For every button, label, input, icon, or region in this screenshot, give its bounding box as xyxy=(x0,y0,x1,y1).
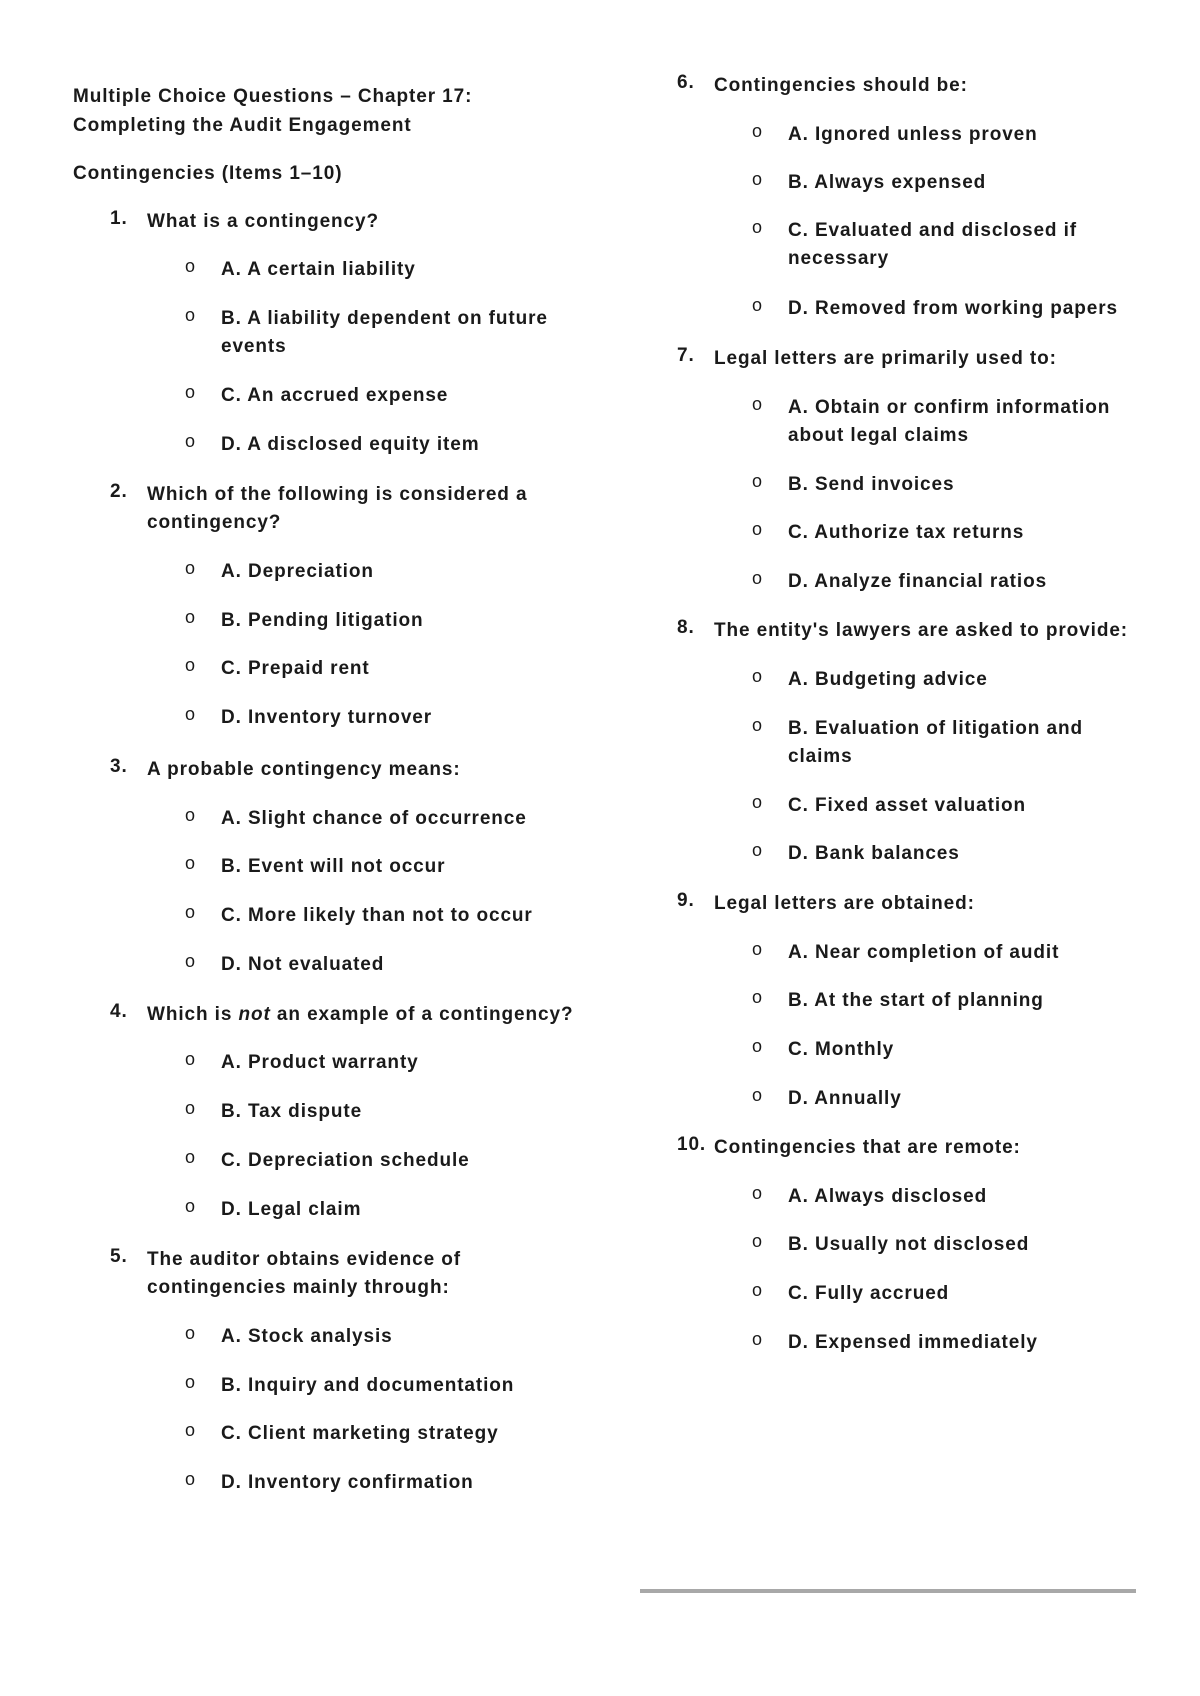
option-text: A. A certain liability xyxy=(221,259,416,280)
question-text-part: Which is xyxy=(147,1004,239,1025)
bullet-icon: o xyxy=(185,853,196,873)
question-number: 1. xyxy=(110,208,128,229)
section-heading: Contingencies (Items 1–10) xyxy=(73,163,343,184)
question-text: Legal letters are primarily used to: xyxy=(714,348,1057,369)
bullet-icon: o xyxy=(185,1196,196,1216)
bullet-icon: o xyxy=(185,805,196,825)
footer-rule xyxy=(640,1589,1136,1593)
option-text: C. More likely than not to occur xyxy=(221,905,533,926)
question-number: 3. xyxy=(110,756,128,777)
option-text: C. Fully accrued xyxy=(788,1283,950,1304)
option-text: C. Authorize tax returns xyxy=(788,522,1025,543)
bullet-icon: o xyxy=(185,1098,196,1118)
bullet-icon: o xyxy=(185,704,196,724)
bullet-icon: o xyxy=(752,939,763,959)
bullet-icon: o xyxy=(185,256,196,276)
question-text: What is a contingency? xyxy=(147,211,379,232)
bullet-icon: o xyxy=(752,1280,763,1300)
option-text: C. Depreciation schedule xyxy=(221,1150,470,1171)
bullet-icon: o xyxy=(752,1231,763,1251)
option-text: A. Depreciation xyxy=(221,561,374,582)
bullet-icon: o xyxy=(752,840,763,860)
option-text: A. Obtain or confirm information about legal claims xyxy=(788,397,1111,446)
bullet-icon: o xyxy=(185,1469,196,1489)
bullet-icon: o xyxy=(185,1372,196,1392)
option-text: B. Inquiry and documentation xyxy=(221,1375,515,1396)
option-text: B. Tax dispute xyxy=(221,1101,363,1122)
question-number: 8. xyxy=(677,617,695,638)
question-text-part: an example of a contingency? xyxy=(270,1004,574,1025)
question-number: 2. xyxy=(110,481,128,502)
option-text: A. Budgeting advice xyxy=(788,669,988,690)
bullet-icon: o xyxy=(752,792,763,812)
option-text: D. Inventory turnover xyxy=(221,707,433,728)
bullet-icon: o xyxy=(752,1329,763,1349)
question-text: The auditor obtains evidence of contingencies mainly through: xyxy=(147,1249,461,1298)
option-text: D. A disclosed equity item xyxy=(221,434,480,455)
bullet-icon: o xyxy=(185,951,196,971)
option-text: B. Evaluation of litigation and claims xyxy=(788,718,1083,767)
question-text: The entity's lawyers are asked to provide: xyxy=(714,620,1129,641)
bullet-icon: o xyxy=(185,558,196,578)
question-number: 4. xyxy=(110,1001,128,1022)
question-number: 10. xyxy=(677,1134,707,1155)
question-number: 5. xyxy=(110,1246,128,1267)
option-text: D. Inventory confirmation xyxy=(221,1472,474,1493)
option-text: B. At the start of planning xyxy=(788,990,1044,1011)
bullet-icon: o xyxy=(185,1420,196,1440)
question-number: 6. xyxy=(677,72,695,93)
title-line-2: Completing the Audit Engagement xyxy=(73,115,412,136)
bullet-icon: o xyxy=(752,471,763,491)
bullet-icon: o xyxy=(752,987,763,1007)
question-text: Which of the following is considered a contingency? xyxy=(147,484,528,533)
bullet-icon: o xyxy=(185,431,196,451)
bullet-icon: o xyxy=(752,394,763,414)
bullet-icon: o xyxy=(752,666,763,686)
option-text: C. An accrued expense xyxy=(221,385,449,406)
option-text: D. Legal claim xyxy=(221,1199,362,1220)
option-text: A. Near completion of audit xyxy=(788,942,1060,963)
option-text: C. Prepaid rent xyxy=(221,658,370,679)
option-text: D. Bank balances xyxy=(788,843,960,864)
option-text: B. Pending litigation xyxy=(221,610,424,631)
bullet-icon: o xyxy=(185,382,196,402)
option-text: C. Client marketing strategy xyxy=(221,1423,499,1444)
bullet-icon: o xyxy=(185,1147,196,1167)
option-text: D. Removed from working papers xyxy=(788,298,1119,319)
question-number: 7. xyxy=(677,345,695,366)
bullet-icon: o xyxy=(752,217,763,237)
bullet-icon: o xyxy=(185,1049,196,1069)
option-text: A. Always disclosed xyxy=(788,1186,988,1207)
question-number: 9. xyxy=(677,890,695,911)
option-text: A. Ignored unless proven xyxy=(788,124,1038,145)
bullet-icon: o xyxy=(752,295,763,315)
bullet-icon: o xyxy=(752,1036,763,1056)
bullet-icon: o xyxy=(185,607,196,627)
question-text: Contingencies that are remote: xyxy=(714,1137,1021,1158)
bullet-icon: o xyxy=(185,902,196,922)
option-text: B. A liability dependent on future events xyxy=(221,308,548,357)
bullet-icon: o xyxy=(752,169,763,189)
bullet-icon: o xyxy=(752,519,763,539)
bullet-icon: o xyxy=(185,1323,196,1343)
question-text: Contingencies should be: xyxy=(714,75,968,96)
option-text: D. Annually xyxy=(788,1088,902,1109)
bullet-icon: o xyxy=(752,568,763,588)
bullet-icon: o xyxy=(752,1183,763,1203)
bullet-icon: o xyxy=(185,305,196,325)
bullet-icon: o xyxy=(752,121,763,141)
bullet-icon: o xyxy=(185,655,196,675)
document-title xyxy=(73,82,593,140)
option-text: A. Slight chance of occurrence xyxy=(221,808,527,829)
option-text: D. Not evaluated xyxy=(221,954,385,975)
question-text xyxy=(147,1001,587,1029)
option-text: B. Always expensed xyxy=(788,172,987,193)
option-text: D. Expensed immediately xyxy=(788,1332,1038,1353)
question-text: A probable contingency means: xyxy=(147,759,461,780)
bullet-icon: o xyxy=(752,1085,763,1105)
option-text: B. Usually not disclosed xyxy=(788,1234,1030,1255)
option-text: C. Monthly xyxy=(788,1039,895,1060)
option-text: A. Stock analysis xyxy=(221,1326,393,1347)
option-text: B. Event will not occur xyxy=(221,856,446,877)
option-text: D. Analyze financial ratios xyxy=(788,571,1048,592)
title-line-1: Multiple Choice Questions – Chapter 17: xyxy=(73,86,473,107)
emphasis-not: not xyxy=(238,1004,271,1025)
option-text: C. Evaluated and disclosed if necessary xyxy=(788,220,1078,269)
option-text: B. Send invoices xyxy=(788,474,955,495)
question-text: Legal letters are obtained: xyxy=(714,893,975,914)
bullet-icon: o xyxy=(752,715,763,735)
option-text: A. Product warranty xyxy=(221,1052,419,1073)
option-text: C. Fixed asset valuation xyxy=(788,795,1027,816)
